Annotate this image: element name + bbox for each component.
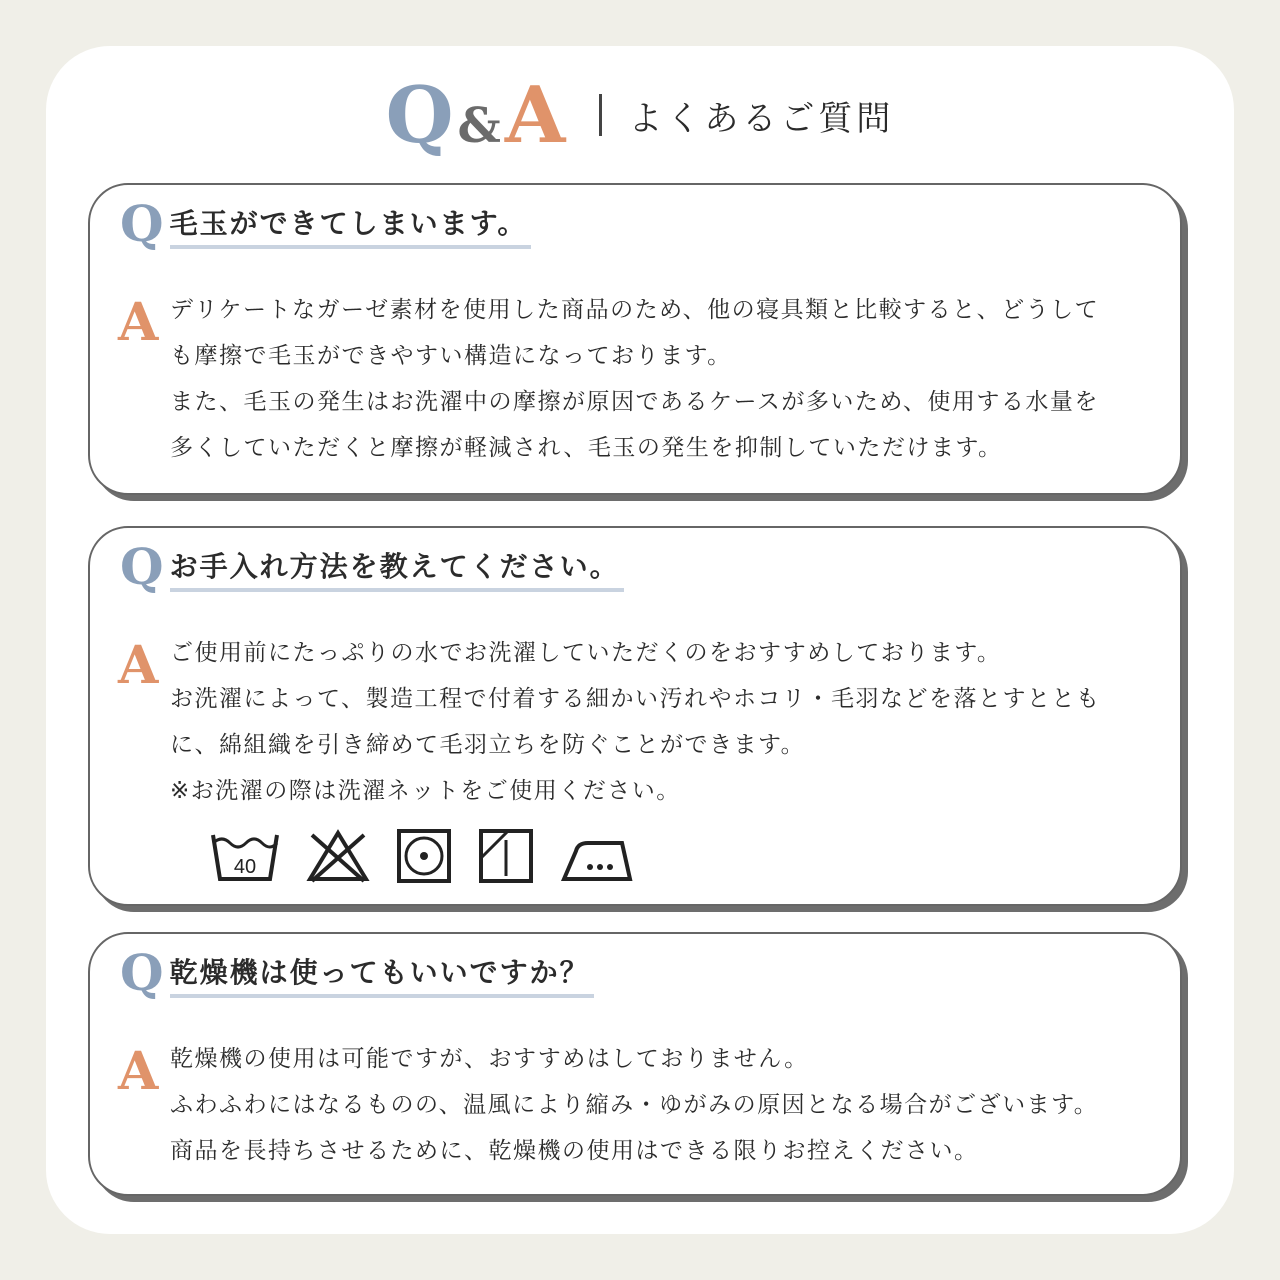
faq-card-1 (88, 183, 1182, 495)
answer-line: お洗濯によって、製造工程で付着する細かい汚れやホコリ・毛羽などを落とすととも (170, 686, 1101, 712)
question-row (120, 943, 594, 1002)
answer-line: ふわふわにはなるものの、温風により縮み・ゆがみの原因となる場合がございます。 (170, 1092, 1099, 1118)
care-icons (210, 828, 636, 884)
logo-ampersand: & (457, 97, 501, 154)
header-divider (599, 94, 602, 136)
question-text: お手入れ方法を教えてください。 (170, 550, 624, 592)
question-text: 乾燥機は使ってもいいですか？ (170, 956, 594, 998)
page-title: よくあるご質問 (628, 98, 895, 139)
question-row (120, 194, 531, 253)
no-bleach-icon (306, 829, 370, 883)
wash-40-icon (210, 829, 280, 883)
logo-q: Q (385, 69, 454, 161)
question-text: 毛玉ができてしまいます。 (170, 207, 532, 249)
qa-logo (386, 70, 566, 161)
answer-text (170, 287, 1170, 471)
answer-line: も摩擦で毛玉ができやすい構造になっております。 (170, 343, 732, 369)
logo-a: A (504, 69, 566, 161)
answer-line: デリケートなガーゼ素材を使用した商品のため、他の寝具類と比較すると、どうして (170, 297, 1100, 323)
answer-line: 多くしていただくと摩擦が軽減され、毛玉の発生を抑制していただけます。 (170, 435, 1003, 461)
a-mark: A (118, 1041, 159, 1102)
tumble-dry-icon (396, 828, 452, 884)
answer-line: 商品を長持ちさせるために、乾燥機の使用はできる限りお控えください。 (170, 1138, 979, 1164)
q-mark: Q (120, 537, 164, 596)
line-dry-shade-icon (478, 828, 534, 884)
answer-line: に、綿組織を引き締めて毛羽立ちを防ぐことができます。 (170, 732, 806, 758)
answer-line: ご使用前にたっぷりの水でお洗濯していただくのをおすすめしております。 (170, 640, 1002, 666)
answer-line: 乾燥機の使用は可能ですが、おすすめはしておりません。 (170, 1046, 809, 1072)
answer-text (170, 1036, 1170, 1174)
faq-card-2 (88, 526, 1182, 906)
faq-card-3 (88, 932, 1182, 1196)
a-mark: A (118, 635, 159, 696)
page-header (0, 70, 1280, 160)
wash-temperature: 40 (233, 856, 257, 878)
answer-line: また、毛玉の発生はお洗濯中の摩擦が原因であるケースが多いため、使用する水量を (170, 389, 1099, 415)
q-mark: Q (120, 194, 164, 253)
question-row (120, 537, 624, 596)
answer-line: ※お洗濯の際は洗濯ネットをご使用ください。 (170, 778, 681, 804)
q-mark: Q (120, 943, 164, 1002)
answer-text (170, 630, 1170, 814)
iron-icon (560, 829, 636, 883)
a-mark: A (118, 292, 159, 353)
